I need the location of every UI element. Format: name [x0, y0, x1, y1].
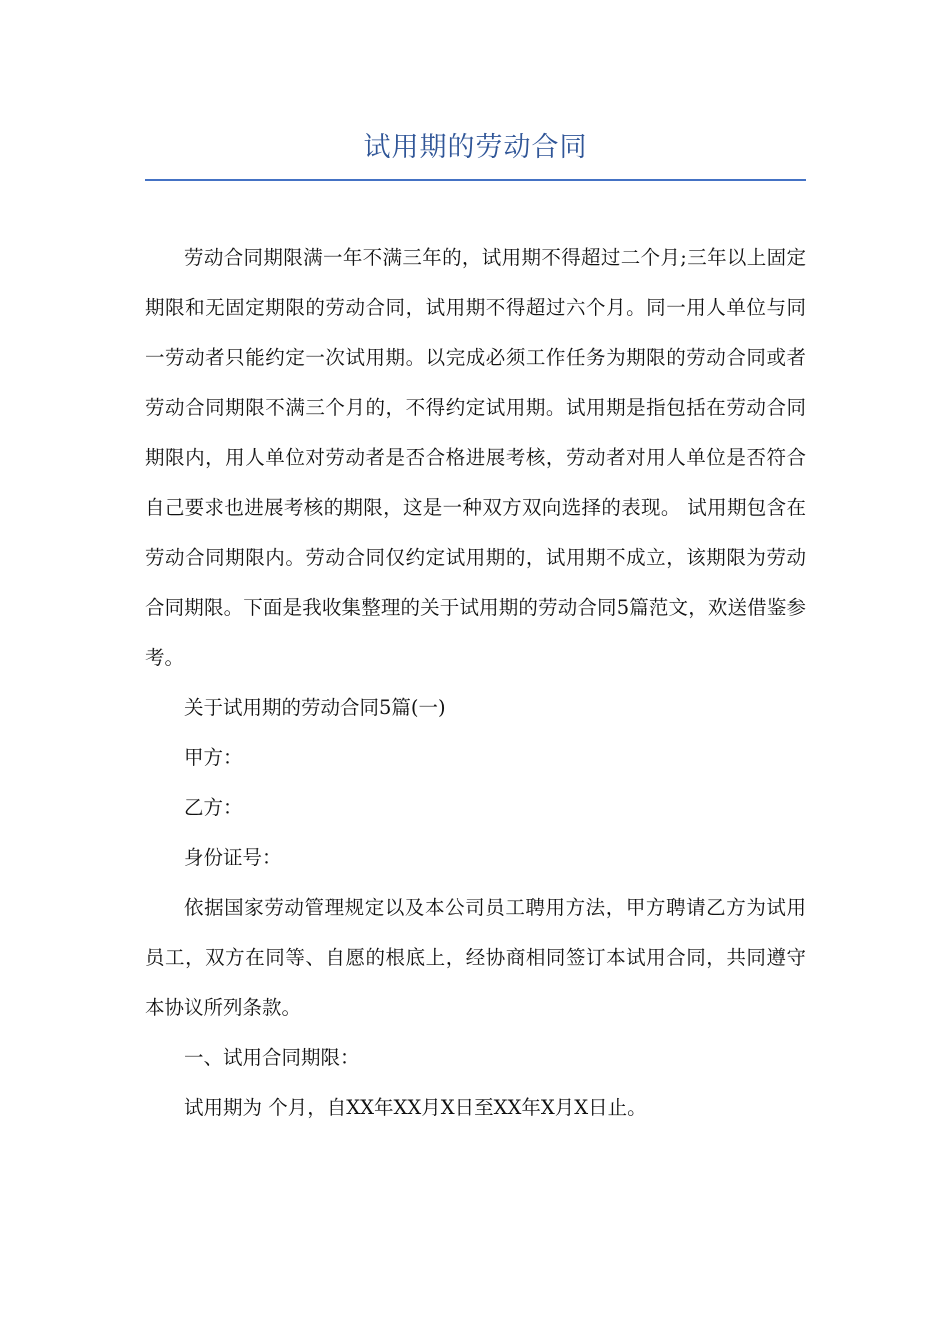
- document-title: 试用期的劳动合同: [363, 132, 588, 163]
- section-heading: 关于试用期的劳动合同5篇(一): [184, 696, 446, 719]
- title-underline: [145, 179, 806, 181]
- clause-heading: 一、试用合同期限：: [184, 1046, 360, 1069]
- probation-period-line: 试用期为 个月，自XX年XX月X日至XX年X月X日止。: [184, 1096, 647, 1119]
- intro-paragraph: 劳动合同期限满一年不满三年的，试用期不得超过二个月;三年以上固定期限和无固定期限的劳动合同，试用期不得超过六个月。同一用人单位与同一劳动者只能约定一次试用期。以完成必须工作任务为期限的劳动合同或者劳动合同期限不满三个月的，不得约定试用期。试用期是指包括在劳动合同期限内，用人单位对劳动者是否合格进展考核，劳动者对用人单位是否符合自己要求也进展考核的期限，这是一种双方双向选择的表现。 试用期包含在劳动合同期限内。劳动合同仅约定试用期的，试用期不成立，该期限为劳动合同期限。下面是我收集整理的关于试用期的劳动合同5篇范文，欢送借鉴参考。: [145, 246, 806, 669]
- party-b-line: 乙方：: [184, 796, 243, 819]
- party-a-line: 甲方：: [184, 746, 243, 769]
- document-body: [145, 233, 806, 1133]
- agreement-paragraph: 依据国家劳动管理规定以及本公司员工聘用方法，甲方聘请乙方为试用员工，双方在同等、自愿的根底上，经协商相同签订本试用合同，共同遵守本协议所列条款。: [145, 896, 806, 1019]
- id-number-line: 身份证号：: [184, 846, 282, 869]
